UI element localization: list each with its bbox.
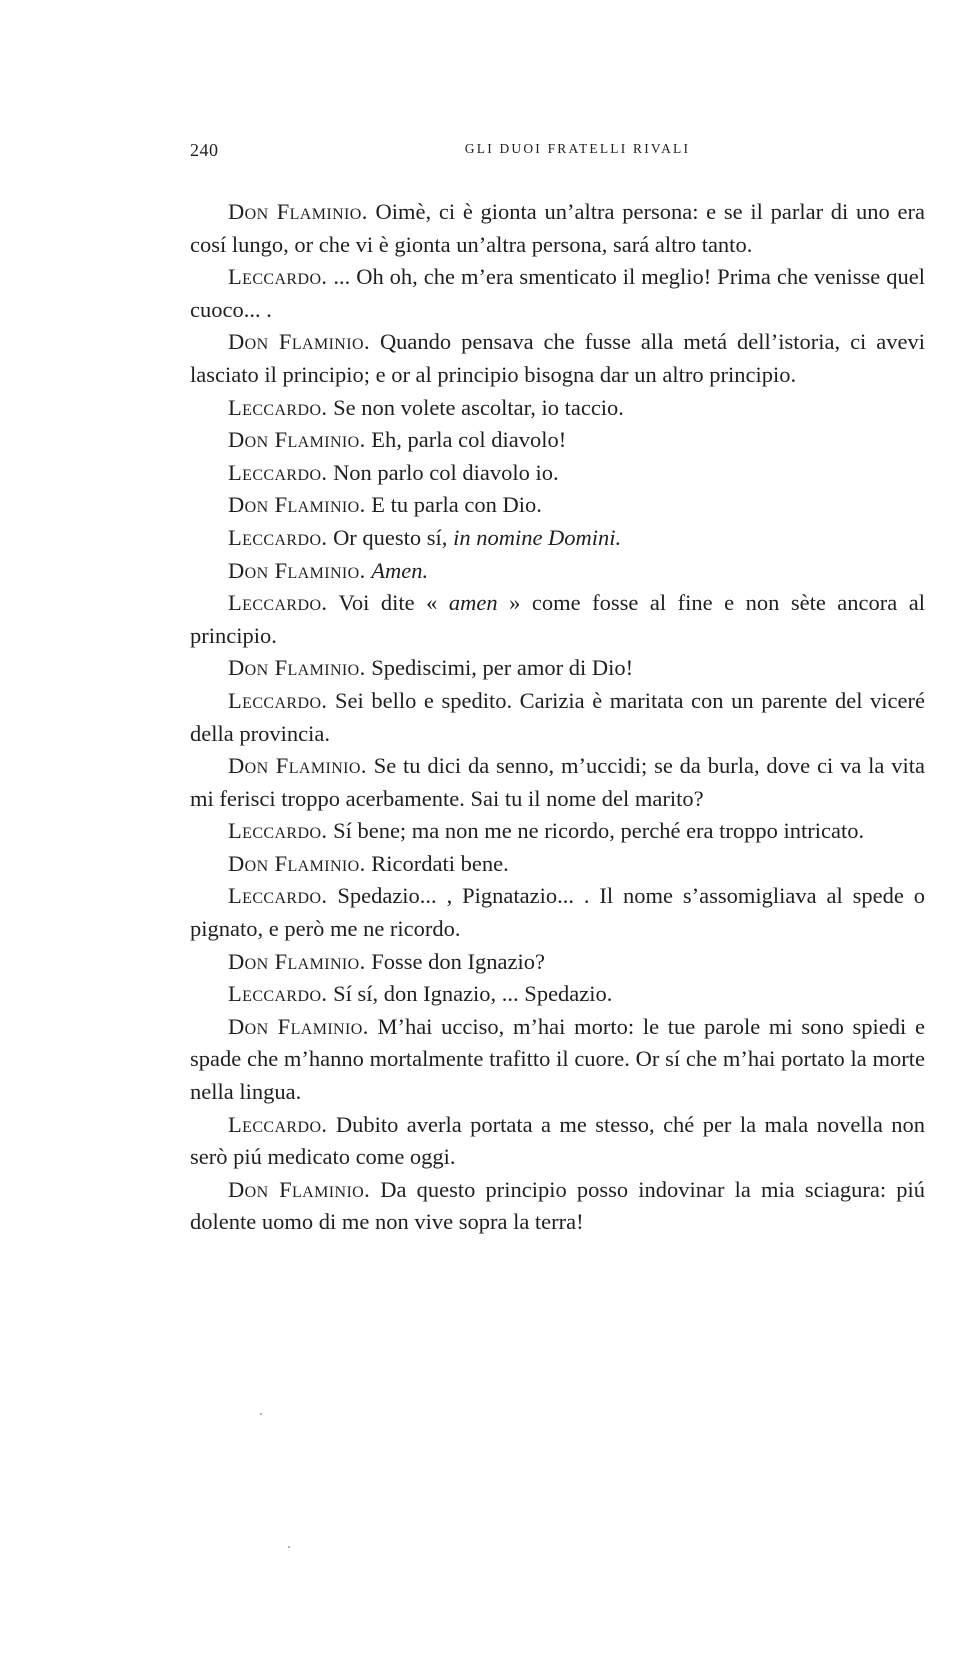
speaker-name: Leccardo. (228, 981, 328, 1007)
speech-text: Spediscimi, per amor di Dio! (365, 655, 634, 681)
speech-text: Oimè, ci è gionta un’altra persona: e se il parlar di uno era cosí lungo, or che vi è gionta un’altra persona, sará altro tanto. (190, 199, 925, 257)
italic-text: Amen. (371, 557, 429, 583)
dialogue-paragraph (190, 880, 925, 945)
speech-text: ... Oh oh, che m’era smenticato il meglio! Prima che venisse quel cuoco... . (190, 264, 925, 322)
speaker-name: Leccardo. (228, 524, 328, 550)
speaker-name: Leccardo. (228, 590, 328, 616)
speaker-name: Don Flaminio. (228, 492, 366, 518)
page-number: 240 (190, 140, 219, 160)
italic-text: amen (448, 590, 498, 616)
speaker-name: Don Flaminio. (228, 1176, 371, 1202)
speech-text: Fosse don Ignazio? (365, 948, 545, 974)
dialogue-paragraph (190, 196, 925, 261)
dialogue-paragraph (190, 815, 925, 848)
speaker-name: Leccardo. (228, 883, 328, 909)
speaker-name: Don Flaminio. (228, 753, 367, 779)
speaker-name: Leccardo. (228, 687, 328, 713)
speaker-name: Leccardo. (228, 394, 328, 420)
speech-text: Voi dite « (327, 590, 449, 616)
dialogue-paragraph (190, 978, 925, 1011)
dialogue-paragraph (190, 1011, 925, 1109)
speaker-name: Don Flaminio. (228, 199, 368, 224)
speaker-name: Don Flaminio. (228, 329, 370, 355)
dialogue-paragraph (190, 522, 925, 555)
speaker-name: Leccardo. (228, 264, 328, 290)
dialogue-paragraph (190, 1109, 925, 1174)
speaker-name: Leccardo. (228, 818, 328, 844)
speaker-name: Leccardo. (228, 459, 328, 485)
scan-speck (260, 1413, 262, 1415)
dialogue-paragraph (190, 326, 925, 391)
speech-text: Sí bene; ma non me ne ricordo, perché era troppo intricato. (327, 818, 865, 844)
speech-text: Or questo sí, (327, 524, 454, 550)
speech-text: Non parlo col diavolo io. (327, 459, 559, 485)
dialogue-paragraph (190, 261, 925, 326)
speaker-name: Don Flaminio. (228, 427, 366, 453)
dialogue-paragraph (190, 392, 925, 425)
dialogue-paragraph (190, 489, 925, 522)
dialogue-paragraph (190, 1174, 925, 1239)
page-header (190, 140, 925, 164)
dialogue-paragraph (190, 946, 925, 979)
dialogue-paragraph (190, 685, 925, 750)
running-title: GLI DUOI FRATELLI RIVALI (464, 141, 691, 156)
dialogue-paragraph (190, 555, 925, 588)
speaker-name: Don Flaminio. (228, 850, 366, 876)
italic-text: in nomine Domini. (453, 524, 622, 550)
dialogue-paragraph (190, 424, 925, 457)
speech-text: Se non volete ascoltar, io taccio. (327, 394, 624, 420)
dialogue-paragraph (190, 652, 925, 685)
speech-text: Ricordati bene. (365, 850, 509, 876)
speech-text: M’hai ucciso, m’hai morto: le tue parole mi sono spiedi e spade che m’hanno mortalmente trafitto il cuore. Or sí che m’hai portato la morte nella lingua. (190, 1013, 925, 1105)
dialogue-paragraph (190, 848, 925, 881)
speech-text: Da questo principio posso indovinar la mia sciagura: piú dolente uomo di me non vive sopra la terra! (190, 1176, 925, 1235)
speech-text: Sí sí, don Ignazio, ... Spedazio. (327, 981, 613, 1007)
speaker-name: Leccardo. (228, 1111, 328, 1137)
speech-text: Spedazio... , Pignatazio... . Il nome s’assomigliava al spede o pignato, e però me ne ricordo. (190, 883, 925, 942)
speech-text: Se tu dici da senno, m’uccidi; se da burla, dove ci va la vita mi ferisci troppo acerbamente. Sai tu il nome del marito? (190, 753, 925, 811)
dialogue-paragraph (190, 750, 925, 815)
speech-text: Sei bello e spedito. Carizia è maritata con un parente del viceré della provincia. (190, 687, 925, 746)
speech-text: E tu parla con Dio. (365, 492, 542, 518)
speech-text: Quando pensava che fusse alla metá dell’istoria, ci avevi lasciato il principio; e or al principio bisogna dar un altro principio. (190, 329, 925, 387)
speech-text: » come fosse al fine e non sète ancora al principio. (190, 590, 926, 648)
speaker-name: Don Flaminio. (228, 1013, 369, 1039)
speaker-name: Don Flaminio. (228, 557, 366, 583)
scan-speck (288, 1546, 290, 1548)
dialogue-paragraph (190, 457, 925, 490)
dialogue-paragraph (190, 587, 925, 652)
speaker-name: Don Flaminio. (228, 655, 366, 681)
speech-text: Eh, parla col diavolo! (365, 427, 567, 453)
speech-text: Dubito averla portata a me stesso, ché per la mala novella non serò piú medicato come oggi. (190, 1111, 925, 1170)
speaker-name: Don Flaminio. (228, 948, 366, 974)
dialogue-text (190, 196, 925, 1239)
